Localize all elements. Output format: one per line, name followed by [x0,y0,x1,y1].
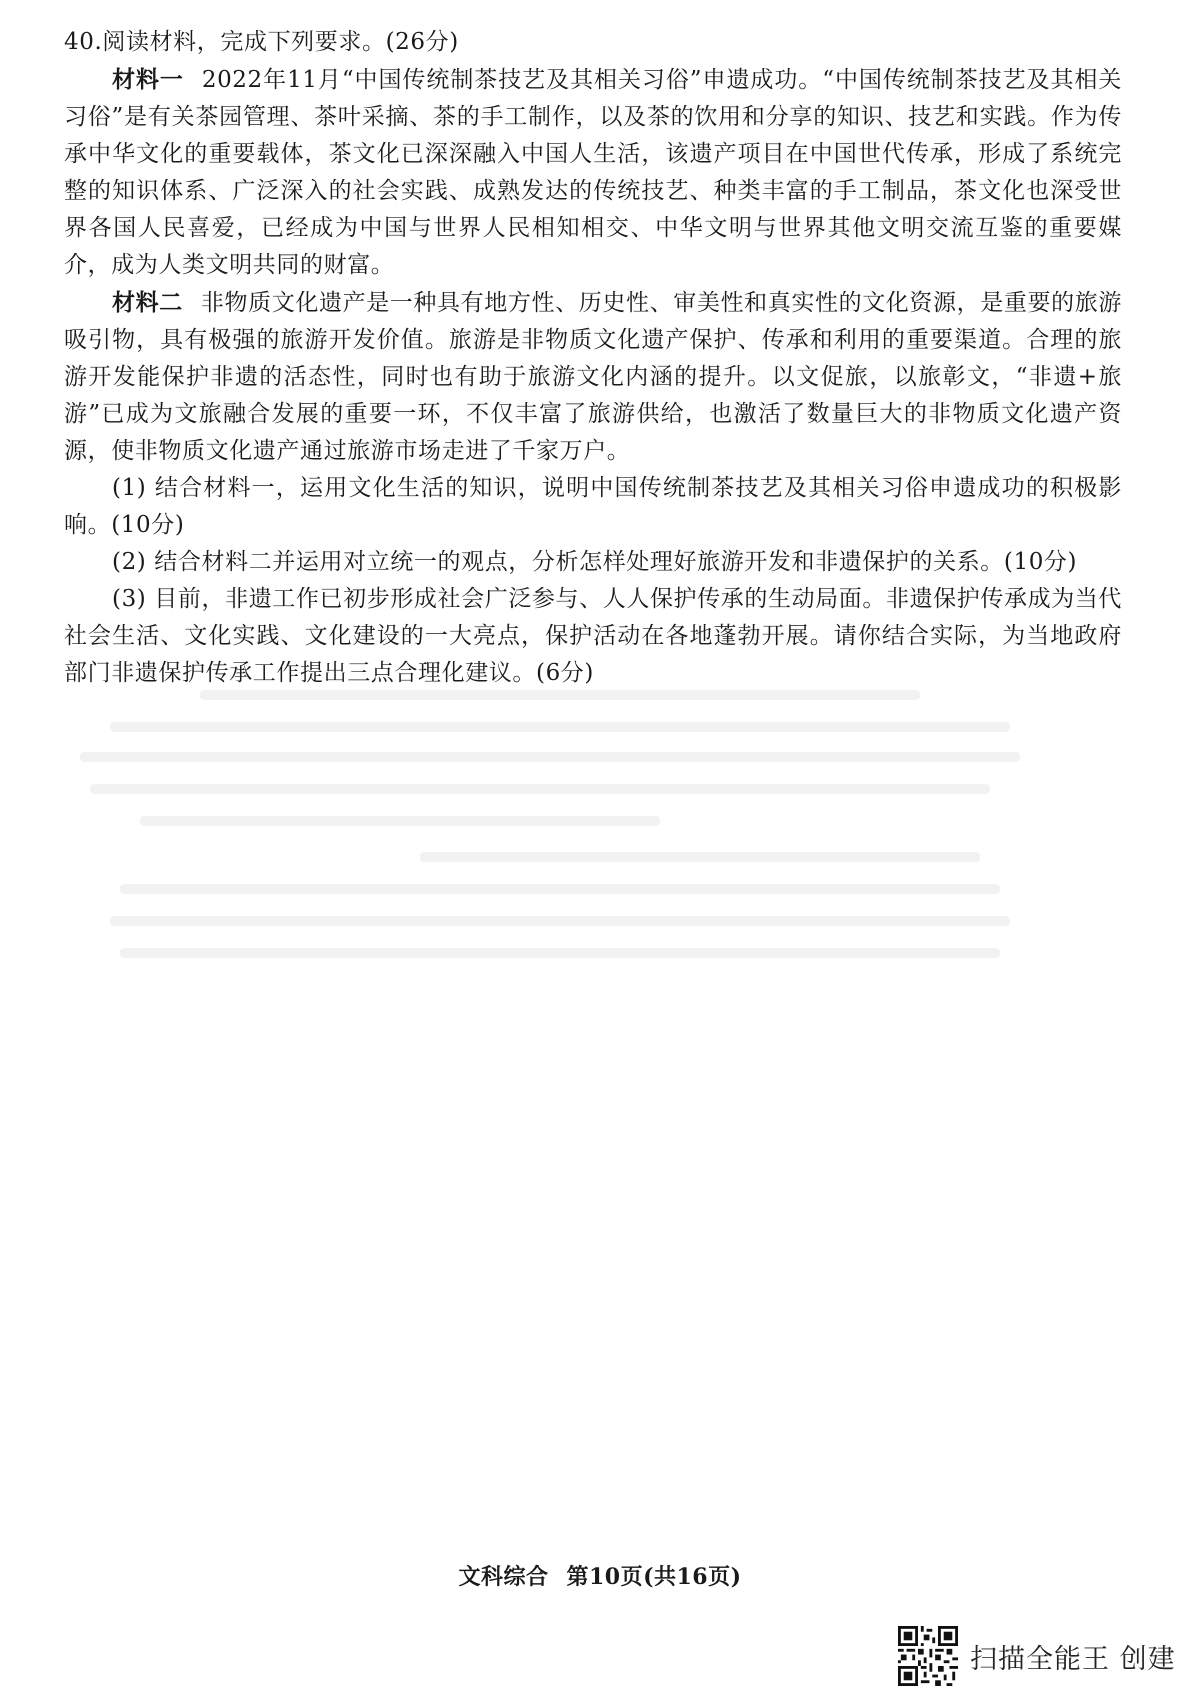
bleed-through-line [120,948,1000,958]
question-title: 40.阅读材料，完成下列要求。(26分) [64,29,459,55]
bleed-through-line [80,752,1020,762]
bleed-through-line [420,852,980,862]
bleed-through-line [90,784,990,794]
question-content [64,24,1122,692]
footer-page-number: 第10页(共16页) [566,1564,742,1590]
scanner-watermark [898,1625,1176,1687]
sub-question-2: (2) 结合材料二并运用对立统一的观点，分析怎样处理好旅游开发和非遗保护的关系。(10分) [112,549,1078,575]
footer-subject: 文科综合 [458,1564,549,1590]
material-two-label: 材料二 [112,289,183,316]
material-two-text: 非物质文化遗产是一种具有地方性、历史性、审美性和真实性的文化资源，是重要的旅游吸引物，具有极强的旅游开发价值。旅游是非物质文化遗产保护、传承和利用的重要渠道。合理的旅游开发能保护非遗的活态性，同时也有助于旅游文化内涵的提升。以文促旅，以旅彰文，“非遗+旅游”已成为文旅融合发展的重要一环，不仅丰富了旅游供给，也激活了数量巨大的非物质文化遗产资源，使非物质文化遗产通过旅游市场走进了千家万户。 [64,290,1122,464]
bleed-through-line [110,722,1010,732]
material-two [64,284,1122,470]
watermark-text: 扫描全能王 创建 [970,1643,1176,1675]
bleed-through-line [140,816,660,826]
sub-question-3: (3) 目前，非遗工作已初步形成社会广泛参与、人人保护传承的生动局面。非遗保护传承成为当代社会生活、文化实践、文化建设的一大亮点，保护活动在各地蓬勃开展。请你结合实际，为当地政府部门非遗保护传承工作提出三点合理化建议。(6分) [64,586,1122,686]
bleed-through-line [110,916,1010,926]
bleed-through-line [120,884,1000,894]
material-one [64,61,1122,284]
sub-question-1: (1) 结合材料一，运用文化生活的知识，说明中国传统制茶技艺及其相关习俗申遗成功的积极影响。(10分) [64,475,1122,538]
page-footer [0,1560,1200,1591]
material-one-text: 2022年11月“中国传统制茶技艺及其相关习俗”申遗成功。“中国传统制茶技艺及其相关习俗”是有关茶园管理、茶叶采摘、茶的手工制作，以及茶的饮用和分享的知识、技艺和实践。作为传承中华文化的重要载体，茶文化已深深融入中国人生活，该遗产项目在中国世代传承，形成了系统完整的知识体系、广泛深入的社会实践、成熟发达的传统技艺、种类丰富的手工制品，茶文化也深受世界各国人民喜爱，已经成为中国与世界人民相知相交、中华文明与世界其他文明交流互鉴的重要媒介，成为人类文明共同的财富。 [64,67,1122,278]
qr-code-icon [898,1626,958,1686]
material-one-label: 材料一 [112,66,184,93]
